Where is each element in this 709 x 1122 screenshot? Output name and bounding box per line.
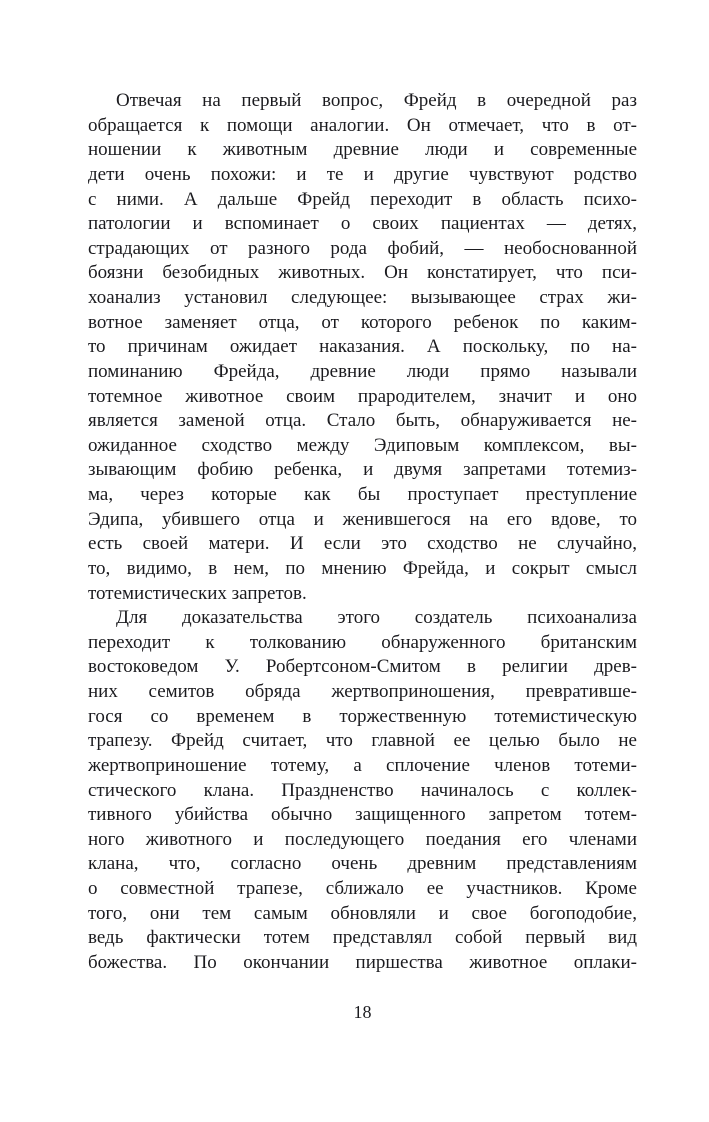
text-line: то, видимо, в нем, по мнению Фрейда, и сокрыт смысл	[88, 557, 637, 579]
text-line: дети очень похожи: и те и другие чувствуют родство	[88, 163, 637, 185]
text-line: вотное заменяет отца, от которого ребенок по каким-	[88, 311, 637, 333]
text-line: Эдипа, убившего отца и женившегося на его вдове, то	[88, 508, 637, 530]
text-line: тивного убийства обычно защищенного запретом тотем-	[88, 804, 637, 826]
text-line: является заменой отца. Стало быть, обнаруживается не-	[88, 410, 637, 432]
text-line: гося со временем в торжественную тотемистическую	[88, 705, 637, 727]
text-line: ного животного и последующего поедания его членами	[88, 828, 637, 850]
text-line: Отвечая на первый вопрос, Фрейд в очередной раз	[116, 90, 637, 111]
text-line: поминанию Фрейда, древние люди прямо называли	[88, 360, 637, 382]
text-line: переходит к толкованию обнаруженного британским	[88, 631, 637, 653]
text-line: с ними. А дальше Фрейд переходит в область психо-	[88, 188, 637, 210]
paragraph-1	[88, 89, 637, 606]
text-line: ношении к животным древние люди и современные	[88, 139, 637, 161]
text-line: трапезу. Фрейд считает, что главной ее целью было не	[88, 730, 637, 752]
text-line: ма, через которые как бы проступает преступление	[88, 484, 637, 505]
text-line: востоковедом У. Робертсоном-Смитом в религии древ-	[88, 656, 637, 678]
text-line: них семитов обряда жертвоприношения, превративше-	[88, 681, 637, 702]
text-line: божества. По окончании пиршества животное оплаки-	[88, 951, 637, 973]
text-line: боязни безобидных животных. Он констатирует, что пси-	[88, 262, 637, 284]
text-line: зывающим фобию ребенка, и двумя запретами тотемиз-	[88, 459, 637, 481]
text-line: патологии и вспоминает о своих пациентах — детях,	[88, 213, 637, 235]
text-line: страдающих от разного рода фобий, — необоснованной	[88, 237, 637, 259]
text-line: Для доказательства этого создатель психоанализа	[116, 607, 637, 629]
text-line: обращается к помощи аналогии. Он отмечает, что в от-	[88, 114, 637, 136]
text-line: то причинам ожидает наказания. А поскольку, по на-	[88, 336, 637, 358]
text-line: ожиданное сходство между Эдиповым комплексом, вы-	[88, 434, 637, 456]
paragraph-2	[88, 606, 637, 975]
text-line: стического клана. Праздненство начиналось с коллек-	[88, 779, 637, 801]
text-line: жертвоприношение тотему, а сплочение членов тотеми-	[88, 754, 637, 776]
text-line: тотемистических запретов.	[88, 582, 307, 604]
text-line: клана, что, согласно очень древним представлениям	[88, 853, 637, 875]
text-line: о совместной трапезе, сближало ее участников. Кроме	[88, 878, 637, 899]
text-line: хоанализ установил следующее: вызывающее страх жи-	[88, 287, 637, 308]
text-line: ведь фактически тотем представлял собой первый вид	[88, 927, 637, 949]
text-line: того, они тем самым обновляли и свое богоподобие,	[88, 902, 637, 924]
page-number: 18	[353, 1002, 372, 1022]
text-line: тотемное животное своим прародителем, значит и оно	[88, 385, 637, 407]
text-line: есть своей матери. И если это сходство не случайно,	[88, 533, 637, 555]
text-block	[88, 89, 637, 976]
